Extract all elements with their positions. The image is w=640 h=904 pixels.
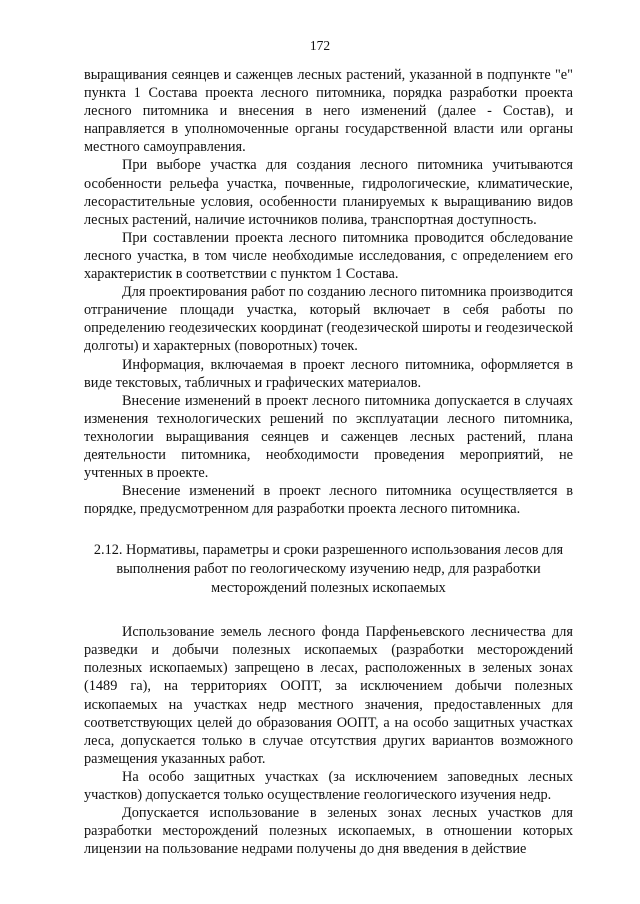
section-heading: 2.12. Нормативы, параметры и сроки разрешенного использования лесов для выполнения работ по геологическому изучению недр, для разработки месторождений полезных ископаемых [93, 542, 564, 596]
paragraph: Допускается использование в зеленых зонах лесных участков для разработки месторождений полезных ископаемых, в отношении которых лицензии на пользование недрами получены до дня введения в действие [84, 805, 573, 858]
document-body [84, 66, 573, 858]
paragraph: На особо защитных участках (за исключением заповедных лесных участков) допускается только осуществление геологического изучения недр. [84, 768, 573, 803]
paragraph: При выборе участка для создания лесного питомника учитываются особенности рельефа участка, почвенные, гидрологические, климатические, лесорастительные условия, особенности планируемых к выращиванию видов лесных растений, наличие источников полива, транспортная доступность. [84, 157, 573, 228]
paragraph: Информация, включаемая в проект лесного питомника, оформляется в виде текстовых, табличных и графических материалов. [84, 356, 573, 391]
paragraph: Использование земель лесного фонда Парфеньевского лесничества для разведки и добычи полезных ископаемых (разработки месторождений полезных ископаемых) запрещено в лесах, расположенных в зеленых зонах (1489 га), на территориях ООПТ, за исключением добычи полезных ископаемых на участках недр местного значения, предоставленных для соответствующих целей до образования ООПТ, а на особо защитных участках леса, допускается только в случае отсутствия других вариантов возможного размещения указанных работ. [84, 624, 573, 767]
paragraph: Внесение изменений в проект лесного питомника допускается в случаях изменения технологических решений по эксплуатации лесного питомника, технологии выращивания сеянцев и саженцев лесных растений, плана деятельности питомника, необходимости проведения мероприятий, не учтенных в проекте. [84, 392, 573, 482]
page-number: 172 [309, 38, 331, 53]
paragraph-continuation: выращивания сеянцев и саженцев лесных растений, указанной в подпункте "е" пункта 1 Состава проекта лесного питомника, порядка разработки проекта лесного питомника и внесения в него изменений (далее - Состав), и направляется в уполномоченные органы государственной власти или органы местного самоуправления. [84, 67, 573, 156]
paragraph: При составлении проекта лесного питомника проводится обследование лесного участка, в том числе необходимые исследования, с определением его характеристик в соответствии с пунктом 1 Состава. [84, 229, 573, 283]
paragraph: Для проектирования работ по созданию лесного питомника производится отграничение площади участка, который включает в себя работы по определению геодезических координат (геодезической широты и геодезической долготы) и характерных (поворотных) точек. [84, 284, 573, 355]
paragraph: Внесение изменений в проект лесного питомника осуществляется в порядке, предусмотренном для разработки проекта лесного питомника. [84, 483, 573, 518]
